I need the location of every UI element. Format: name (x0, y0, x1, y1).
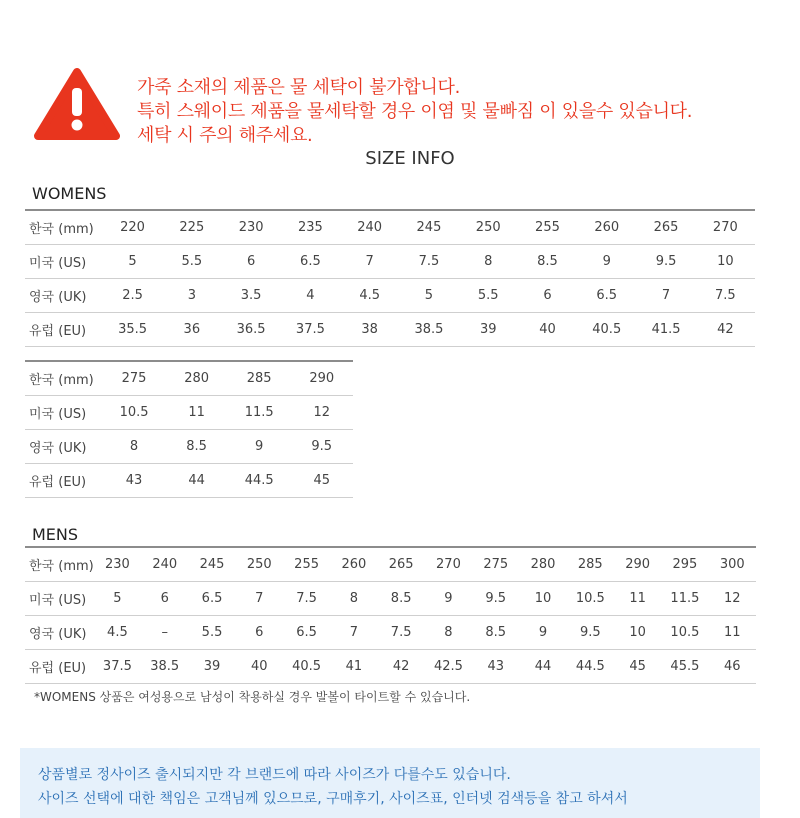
size-cell: 250 (459, 210, 518, 245)
size-cell: 10 (519, 582, 566, 616)
size-cell: 8 (425, 616, 472, 650)
size-cell: 5.5 (162, 245, 221, 279)
size-cell: 260 (330, 547, 377, 582)
row-label: 영국 (UK) (25, 430, 103, 464)
size-cell: 45 (290, 464, 353, 498)
size-cell: 39 (459, 313, 518, 347)
row-label: 미국 (US) (25, 396, 103, 430)
size-cell: 5.5 (459, 279, 518, 313)
size-row (25, 279, 755, 313)
size-cell: 11 (709, 616, 756, 650)
size-cell: 295 (661, 547, 708, 582)
size-cell: 10 (614, 616, 661, 650)
size-row (25, 547, 756, 582)
size-row (25, 361, 353, 396)
size-cell: 230 (94, 547, 141, 582)
row-label: 영국 (UK) (25, 616, 94, 650)
size-cell: 290 (290, 361, 353, 396)
fit-note: *WOMENS 상품은 여성용으로 남성이 착용하실 경우 발볼이 타이트할 수 있습니다. (34, 690, 471, 704)
warning-line: 세탁 시 주의 해주세요. (137, 125, 313, 146)
size-cell: 10.5 (661, 616, 708, 650)
size-cell: 235 (281, 210, 340, 245)
size-row (25, 245, 755, 279)
size-cell: 42 (696, 313, 755, 347)
size-cell: 9 (577, 245, 636, 279)
row-label: 유럽 (EU) (25, 650, 94, 684)
size-cell: 9 (425, 582, 472, 616)
size-cell: 6.5 (281, 245, 340, 279)
size-cell: 40.5 (577, 313, 636, 347)
size-cell: 10.5 (103, 396, 166, 430)
size-cell: 8.5 (472, 616, 519, 650)
size-cell: 9 (228, 430, 291, 464)
size-cell: 6 (518, 279, 577, 313)
size-cell: 6.5 (188, 582, 235, 616)
size-cell: 40.5 (283, 650, 330, 684)
size-cell: 7.5 (283, 582, 330, 616)
size-cell: 7.5 (378, 616, 425, 650)
size-cell: 255 (283, 547, 330, 582)
size-cell: 40 (236, 650, 283, 684)
size-cell: 44 (519, 650, 566, 684)
size-cell: 12 (709, 582, 756, 616)
size-cell: 260 (577, 210, 636, 245)
size-row (25, 616, 756, 650)
row-label: 영국 (UK) (25, 279, 103, 313)
size-cell: 38.5 (399, 313, 458, 347)
size-cell: 7 (330, 616, 377, 650)
size-cell: 41.5 (636, 313, 695, 347)
size-cell: 5 (94, 582, 141, 616)
size-cell: 270 (696, 210, 755, 245)
size-cell: 9.5 (567, 616, 614, 650)
size-cell: 37.5 (94, 650, 141, 684)
size-cell: 5 (399, 279, 458, 313)
size-cell: 11 (614, 582, 661, 616)
row-label: 유럽 (EU) (25, 313, 103, 347)
size-cell: 44.5 (567, 650, 614, 684)
size-cell: 9.5 (636, 245, 695, 279)
warning-line: 가죽 소재의 제품은 물 세탁이 불가합니다. (137, 77, 461, 98)
size-cell: 2.5 (103, 279, 162, 313)
size-cell: 35.5 (103, 313, 162, 347)
size-cell: 11.5 (228, 396, 291, 430)
notice-line: 사이즈 선택에 대한 책임은 고객님께 있으므로, 구매후기, 사이즈표, 인터넷 검색등을 참고 하셔서 (38, 791, 628, 807)
size-cell: 4.5 (94, 616, 141, 650)
size-cell: 6.5 (283, 616, 330, 650)
size-cell: 7.5 (399, 245, 458, 279)
size-cell: 6.5 (577, 279, 636, 313)
size-cell: 8.5 (518, 245, 577, 279)
men-size-table (25, 546, 756, 684)
size-cell: 36 (162, 313, 221, 347)
notice-box (20, 748, 760, 818)
size-cell: 8.5 (165, 430, 228, 464)
warning-icon (34, 66, 120, 142)
size-cell: 11.5 (661, 582, 708, 616)
size-cell: 43 (103, 464, 166, 498)
size-cell: 43 (472, 650, 519, 684)
warning-text (137, 76, 692, 148)
size-cell: 44 (165, 464, 228, 498)
size-cell: 270 (425, 547, 472, 582)
size-cell: 11 (165, 396, 228, 430)
warning-line: 특히 스웨이드 제품을 물세탁할 경우 이염 및 물빠짐 이 있을수 있습니다. (137, 101, 693, 122)
size-cell: 6 (236, 616, 283, 650)
size-cell: 245 (188, 547, 235, 582)
size-row (25, 396, 353, 430)
notice-line: 상품별로 정사이즈 출시되지만 각 브랜드에 따라 사이즈가 다를수도 있습니다. (38, 767, 511, 783)
size-cell: 290 (614, 547, 661, 582)
size-cell: 255 (518, 210, 577, 245)
size-cell: 245 (399, 210, 458, 245)
size-cell: 9.5 (290, 430, 353, 464)
size-cell: 4.5 (340, 279, 399, 313)
size-cell: 4 (281, 279, 340, 313)
size-row (25, 464, 353, 498)
size-cell: 300 (709, 547, 756, 582)
size-cell: 45 (614, 650, 661, 684)
size-cell: 5 (103, 245, 162, 279)
size-cell: 12 (290, 396, 353, 430)
size-cell: 3.5 (221, 279, 280, 313)
size-cell: 46 (709, 650, 756, 684)
size-cell: 9.5 (472, 582, 519, 616)
size-cell: 9 (519, 616, 566, 650)
size-cell: 280 (519, 547, 566, 582)
size-cell: 41 (330, 650, 377, 684)
size-cell: 275 (472, 547, 519, 582)
size-cell: – (141, 616, 188, 650)
men-section-title: MENS (32, 525, 79, 544)
size-row (25, 650, 756, 684)
size-cell: 230 (221, 210, 280, 245)
size-cell: 265 (636, 210, 695, 245)
size-cell: 8 (459, 245, 518, 279)
size-row (25, 582, 756, 616)
size-cell: 220 (103, 210, 162, 245)
size-row (25, 430, 353, 464)
size-cell: 10.5 (567, 582, 614, 616)
size-cell: 7.5 (696, 279, 755, 313)
size-cell: 7 (340, 245, 399, 279)
size-cell: 3 (162, 279, 221, 313)
row-label: 미국 (US) (25, 582, 94, 616)
size-cell: 10 (696, 245, 755, 279)
size-cell: 7 (236, 582, 283, 616)
size-cell: 5.5 (188, 616, 235, 650)
size-cell: 240 (141, 547, 188, 582)
size-cell: 7 (636, 279, 695, 313)
size-row (25, 210, 755, 245)
women-size-table-2 (25, 360, 353, 498)
women-size-table-1 (25, 209, 755, 347)
size-cell: 45.5 (661, 650, 708, 684)
women-section-title: WOMENS (32, 184, 107, 203)
size-cell: 240 (340, 210, 399, 245)
size-cell: 8 (330, 582, 377, 616)
size-cell: 285 (567, 547, 614, 582)
size-cell: 8 (103, 430, 166, 464)
size-cell: 275 (103, 361, 166, 396)
size-cell: 8.5 (378, 582, 425, 616)
size-cell: 285 (228, 361, 291, 396)
size-cell: 6 (221, 245, 280, 279)
row-label: 한국 (mm) (25, 361, 103, 396)
size-cell: 36.5 (221, 313, 280, 347)
size-cell: 265 (378, 547, 425, 582)
row-label: 미국 (US) (25, 245, 103, 279)
size-cell: 42.5 (425, 650, 472, 684)
size-cell: 38 (340, 313, 399, 347)
size-cell: 39 (188, 650, 235, 684)
size-cell: 44.5 (228, 464, 291, 498)
row-label: 한국 (mm) (25, 210, 103, 245)
size-row (25, 313, 755, 347)
size-cell: 38.5 (141, 650, 188, 684)
page-title: SIZE INFO (365, 148, 455, 169)
size-cell: 250 (236, 547, 283, 582)
size-cell: 280 (165, 361, 228, 396)
size-cell: 225 (162, 210, 221, 245)
row-label: 한국 (mm) (25, 547, 94, 582)
size-cell: 40 (518, 313, 577, 347)
size-cell: 37.5 (281, 313, 340, 347)
size-cell: 6 (141, 582, 188, 616)
size-cell: 42 (378, 650, 425, 684)
row-label: 유럽 (EU) (25, 464, 103, 498)
